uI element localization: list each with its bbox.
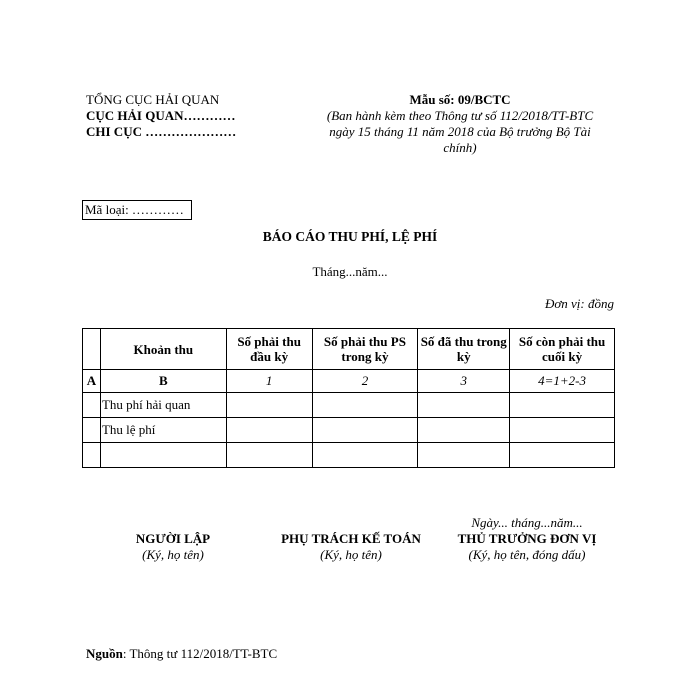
org-line-general-department: TỔNG CỤC HẢI QUAN xyxy=(86,92,220,107)
table-cell xyxy=(83,393,101,418)
table-cell: Thu phí hải quan xyxy=(100,393,226,418)
header-so-phai-thu-ps: Số phải thu PS trong kỳ xyxy=(312,329,418,370)
index-cell: B xyxy=(100,370,226,393)
signature-title: PHỤ TRÁCH KẾ TOÁN xyxy=(281,531,421,546)
signature-note: (Ký, họ tên) xyxy=(320,547,382,562)
org-line-branch: CHI CỤC ………………… xyxy=(86,124,237,139)
form-note-line-1: (Ban hành kèm theo Thông tư số 112/2018/TT-BTC xyxy=(326,108,594,123)
header-so-phai-thu-dau-ky: Số phải thu đầu kỳ xyxy=(226,329,312,370)
signature-title: THỦ TRƯỞNG ĐƠN VỊ xyxy=(457,531,597,546)
index-cell: 4=1+2-3 xyxy=(510,370,615,393)
source-label: Nguồn xyxy=(86,646,123,661)
form-note-line-3: chính) xyxy=(443,140,477,155)
form-info-block xyxy=(305,92,615,156)
form-note-line-2: ngày 15 tháng 11 năm 2018 của Bộ trưởng Bộ Tài xyxy=(329,124,591,139)
table-cell xyxy=(510,443,615,468)
table-cell xyxy=(100,443,226,468)
header-index xyxy=(83,329,101,370)
signature-note: (Ký, họ tên, đóng dấu) xyxy=(468,547,586,562)
table-cell xyxy=(418,418,510,443)
source-line xyxy=(86,646,277,662)
table-row xyxy=(83,418,615,443)
table-cell xyxy=(83,418,101,443)
signature-title: NGƯỜI LẬP xyxy=(135,531,211,546)
organization-block xyxy=(86,92,236,140)
report-table xyxy=(82,328,615,468)
header-so-con-phai-thu: Số còn phải thu cuối kỳ xyxy=(510,329,615,370)
report-period: Tháng...năm... xyxy=(312,264,388,279)
table-cell xyxy=(226,443,312,468)
table-row xyxy=(83,443,615,468)
signature-head-of-unit xyxy=(442,531,612,563)
index-cell: A xyxy=(83,370,101,393)
header-so-da-thu: Số đã thu trong kỳ xyxy=(418,329,510,370)
source-text: : Thông tư 112/2018/TT-BTC xyxy=(122,646,278,661)
signature-preparer xyxy=(110,531,236,563)
table-cell xyxy=(418,443,510,468)
table-cell xyxy=(226,418,312,443)
header-khoan-thu: Khoản thu xyxy=(100,329,226,370)
report-title: BÁO CÁO THU PHÍ, LỆ PHÍ xyxy=(262,229,438,244)
table-header-row xyxy=(83,329,615,370)
table-cell xyxy=(510,393,615,418)
table-cell xyxy=(226,393,312,418)
signature-chief-accountant xyxy=(268,531,434,563)
table-cell xyxy=(418,393,510,418)
index-cell: 3 xyxy=(418,370,510,393)
table-cell xyxy=(312,393,418,418)
index-cell: 1 xyxy=(226,370,312,393)
table-cell xyxy=(510,418,615,443)
table-cell xyxy=(83,443,101,468)
table-cell: Thu lệ phí xyxy=(100,418,226,443)
table-cell xyxy=(312,418,418,443)
table-index-row xyxy=(83,370,615,393)
date-line: Ngày... tháng...năm... xyxy=(471,515,583,530)
org-line-department: CỤC HẢI QUAN………… xyxy=(86,108,236,123)
ma-loai-box: Mã loại: ………… xyxy=(82,200,192,220)
currency-unit: Đơn vị: đồng xyxy=(544,296,614,311)
form-number: Mẫu số: 09/BCTC xyxy=(409,92,511,107)
table-row xyxy=(83,393,615,418)
index-cell: 2 xyxy=(312,370,418,393)
table-cell xyxy=(312,443,418,468)
signature-note: (Ký, họ tên) xyxy=(142,547,204,562)
